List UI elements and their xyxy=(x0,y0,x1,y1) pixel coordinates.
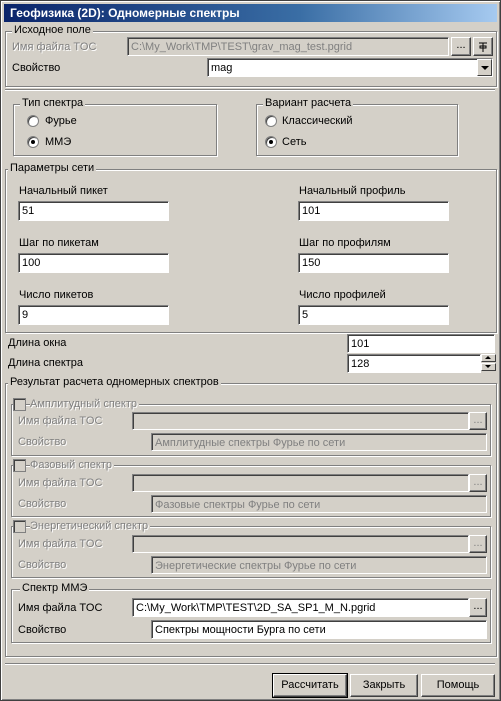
picket-count-label: Число пикетов xyxy=(19,289,94,301)
picket-step-input[interactable]: 100 xyxy=(18,253,169,273)
source-property-select[interactable]: mag xyxy=(207,58,493,77)
start-profile-input[interactable]: 101 xyxy=(298,201,449,221)
energy-file-field[interactable] xyxy=(132,535,469,553)
energy-checkbox[interactable] xyxy=(13,520,26,533)
chevron-down-icon[interactable] xyxy=(477,59,492,76)
grid-radio-label[interactable]: Сеть xyxy=(282,136,307,148)
close-button[interactable]: Закрыть xyxy=(350,674,418,697)
mme-property-label: Свойство xyxy=(18,624,67,636)
source-property-label: Свойство xyxy=(12,62,61,74)
mme-radio-label[interactable]: ММЭ xyxy=(45,136,72,148)
profile-step-label: Шаг по профилям xyxy=(299,237,391,249)
energy-property-field[interactable]: Энергетические спектры Фурье по сети xyxy=(151,556,487,574)
spin-up-icon[interactable] xyxy=(481,354,496,362)
start-picket-input[interactable]: 51 xyxy=(18,201,169,221)
picket-count-input[interactable]: 9 xyxy=(18,305,169,325)
grid-params-title: Параметры сети xyxy=(10,162,95,174)
bottom-divider xyxy=(5,663,495,665)
divider xyxy=(5,89,495,91)
phase-property-label: Свойство xyxy=(18,498,67,510)
profile-count-label: Число профилей xyxy=(299,289,386,301)
results-title: Результат расчета одномерных спектров xyxy=(10,376,219,388)
window-length-input[interactable]: 101 xyxy=(347,334,495,353)
profile-count-input[interactable]: 5 xyxy=(298,305,449,325)
amplitude-browse-button[interactable]: ... xyxy=(469,412,487,430)
start-profile-label: Начальный профиль xyxy=(299,185,406,197)
energy-title: Энергетический спектр xyxy=(30,520,149,532)
amplitude-file-label: Имя файла TOC xyxy=(18,415,103,427)
phase-title: Фазовый спектр xyxy=(30,459,113,471)
spectrum-type-title: Тип спектра xyxy=(22,97,84,109)
source-file-field[interactable]: C:\My_Work\TMP\TEST\grav_mag_test.pgrid xyxy=(127,37,449,56)
phase-browse-button[interactable]: ... xyxy=(469,474,487,492)
mme-file-label: Имя файла TOC xyxy=(18,602,103,614)
spectrum-type-group xyxy=(13,97,217,156)
window-title: Геофизика (2D): Одномерные спектры xyxy=(4,4,497,22)
spin-down-icon[interactable] xyxy=(481,363,496,371)
energy-file-label: Имя файла TOC xyxy=(18,538,103,550)
spectrum-length-label: Длина спектра xyxy=(8,357,84,369)
phase-checkbox[interactable] xyxy=(13,459,26,472)
fourier-radio-label[interactable]: Фурье xyxy=(45,115,77,127)
mme-file-field[interactable]: C:\My_Work\TMP\TEST\2D_SA_SP1_M_N.pgrid xyxy=(132,598,469,617)
window-length-label: Длина окна xyxy=(8,337,67,349)
phase-file-field[interactable] xyxy=(132,474,469,492)
phase-property-field[interactable]: Фазовые спектры Фурье по сети xyxy=(151,495,487,513)
amplitude-property-label: Свойство xyxy=(18,436,67,448)
energy-property-label: Свойство xyxy=(18,559,67,571)
pin-icon xyxy=(477,41,489,53)
grid-radio[interactable] xyxy=(265,136,277,148)
pin-button[interactable] xyxy=(473,37,493,56)
mme-property-field[interactable]: Спектры мощности Бурга по сети xyxy=(151,620,487,639)
help-button[interactable]: Помощь xyxy=(421,674,495,697)
start-picket-label: Начальный пикет xyxy=(19,185,108,197)
source-browse-button[interactable]: ... xyxy=(451,37,471,56)
mme-browse-button[interactable]: ... xyxy=(469,598,487,617)
amplitude-checkbox[interactable] xyxy=(13,398,26,411)
calc-variant-title: Вариант расчета xyxy=(265,97,352,109)
spectrum-length-input[interactable]: 128 xyxy=(347,354,481,373)
fourier-radio[interactable] xyxy=(27,115,39,127)
calculate-button[interactable]: Рассчитать xyxy=(273,674,347,697)
source-file-label: Имя файла TOC xyxy=(12,41,97,53)
profile-step-input[interactable]: 150 xyxy=(298,253,449,273)
amplitude-title: Амплитудный спектр xyxy=(30,398,137,410)
mme-radio[interactable] xyxy=(27,136,39,148)
energy-browse-button[interactable]: ... xyxy=(469,535,487,553)
classic-radio-label[interactable]: Классический xyxy=(282,115,353,127)
amplitude-file-field[interactable] xyxy=(132,412,469,430)
source-group-title: Исходное поле xyxy=(14,24,91,36)
amplitude-property-field[interactable]: Амплитудные спектры Фурье по сети xyxy=(151,433,487,451)
picket-step-label: Шаг по пикетам xyxy=(19,237,99,249)
calc-variant-group xyxy=(256,97,458,156)
classic-radio[interactable] xyxy=(265,115,277,127)
mme-group-title: Спектр ММЭ xyxy=(22,582,88,594)
phase-file-label: Имя файла TOC xyxy=(18,477,103,489)
